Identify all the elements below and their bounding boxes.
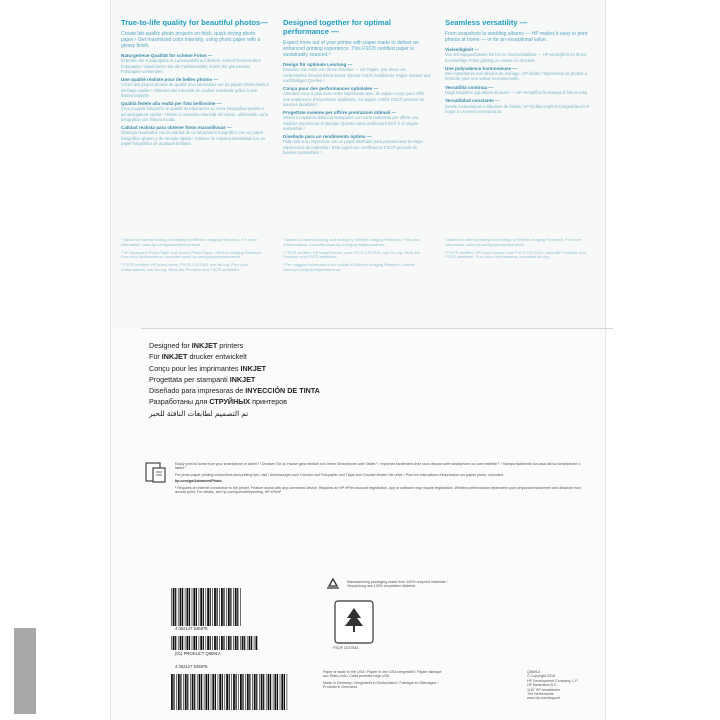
designed-bold: СТРУЙНЫХ [209,397,251,407]
feature-column-performance [283,18,431,158]
designed-line [149,340,320,351]
barcode-bar [201,674,202,710]
barcode-bar [219,588,220,626]
barcode-bar [238,674,239,710]
lang-body: Crea progetti fotografici di qualità da laboratorio su carta fotografica spessa e ad asciugatura rapida.¹ Ottieni la massima intensità del colore, utilizzando carta fotografica con finitura lucida. [121,106,269,122]
footnote: ¹ Based on internal testing and testing by Wilhelm Imaging Research. Pour plus d'informations, consultez www.hp.com/go/printpermanence [283,237,420,247]
lang-heading: Qualità fedele alla realtà per foto bellissime — [121,101,222,107]
product-barcode [171,636,259,650]
print-instructions [175,462,585,496]
lang-body: Attendez-vous à plus avec votre imprimante avec du papier conçu pour offrir une expérience d'impression améliorée. Ce papier certifié FSC® provient de sources durables.³ [283,91,425,107]
lang-block [121,125,269,146]
designed-line [149,374,320,385]
barcode-bar [171,674,173,710]
designed-pre: Разработаны для [149,397,210,407]
barcode-bar [203,588,204,626]
barcode-bar [178,588,179,626]
barcode-bar [192,674,194,710]
lang-block [445,47,593,63]
footnote: ² FSC® certified. HP brand license code FSC®-C017543, see fsc.org. Nicht alle Produkte sind FSC®-zertifiziert. [283,249,421,260]
designed-post: printers [217,341,244,350]
address-line: www.hp.com/support [527,696,561,701]
barcode-bar [266,674,267,710]
barcode-bar [229,674,230,710]
barcode-bar [173,588,175,626]
column-intro: Expect more out of your printer with paper made to deliver an enhanced printing experience. This FSC® certified paper is sustainably sourced.³ [283,40,419,58]
footnote: ³ FSC® certified. HP brand name, FSC®-C017543, see fsc.org. Pour plus d'informations, voir fsc.org. Nicht alle Produkte sind FSC®-zertifiziert. [121,262,248,272]
barcode-bar [251,636,252,650]
column-title: Designed together for optimal performance — [283,18,392,36]
lang-heading: Progettate insieme per offrire prestazioni ottimali — [283,110,397,116]
address-line: The Netherlands [527,692,554,697]
mobile-print-icon [145,460,167,484]
barcode-bar [226,674,228,710]
column-title: True-to-life quality for beautiful photos— [121,18,268,27]
barcode-bar [236,674,237,710]
barcode-bar [242,674,243,710]
barcode-bar [219,674,221,710]
barcode-bar [200,636,202,650]
column-intro: Create lab-quality photo projects on thick, quick-drying photo paper.¹ Get maximized color intensity, using photo paper with a glossy finish. [121,31,261,49]
designed-pre: Progettata per stampanti [149,374,230,384]
barcode-bar [244,636,245,650]
column-title: Seamless versatility — [445,18,528,27]
barcode-bar [214,588,216,626]
advanced-photo-link: hp.com/go/AdvancedPhoto [175,479,222,484]
barcode-bar [261,674,263,710]
barcode-bar [256,636,258,650]
barcode-bar [254,674,256,710]
lang-block [283,134,431,155]
recycle-text: Manufacturing packaging made from 100% recycled materials / Verpackung aus 100% recyceltem Material [347,580,448,589]
barcode-bar [192,636,193,650]
barcode-bar [219,636,220,650]
barcode-bar [199,588,200,626]
barcode-bar [240,636,241,650]
barcode-bar [200,588,202,626]
footnote: ² FSC® certified. HP brand license code FSC®-C017543. Nicht alle Produkte sind FSC®-zertifiziert. Pour plus d'informations, consultez fsc.org [445,249,586,260]
barcode-bar [231,674,232,710]
barcode-bar [173,636,175,650]
lang-block [283,110,431,131]
barcode-bar [176,674,177,710]
barcode-bar [206,636,207,650]
lang-heading: Design für optimale Leistung — [283,62,353,67]
instructions-text: For photo paper printing instructions and printing tips, visit / Anweisungen zum Drucken auf Fotopapier und Tipps zum Drucken finden Sie unter / Pour les instructions d'impression sur papier photo, consultez [175,472,504,477]
barcode-bar [233,674,235,710]
gs1-barcode [171,674,289,710]
barcode-bar [247,636,248,650]
barcode-bar [215,674,216,710]
barcode-bar [192,588,193,626]
address-line: 1187 HP Amstelveen [527,687,561,692]
designed-line [149,396,320,407]
lang-heading: Diseñado para un rendimiento óptimo — [283,134,372,140]
barcode-bar [249,674,250,710]
barcode-bar [218,674,219,710]
designed-for-inkjet [149,340,320,419]
barcode-bar [187,636,189,650]
barcode-bar [178,636,179,650]
designed-bold: INKJET [191,341,218,350]
fsc-code: FSC® C017543 [333,646,359,650]
paper-package-back [110,0,606,720]
barcode-bar [223,636,224,650]
designed-bold: INKJET [240,363,267,373]
designed-bold: INKJET [161,352,188,362]
barcode-bar [259,674,260,710]
barcode-bar [206,674,208,710]
address-line: HP Nederland B.V. [527,683,557,688]
barcode-bar [197,674,198,710]
lang-body: Von Schnappschüssen bis hin zu Hochzeitsalben — HP ermöglicht es Ihnen, hochwertige Fotos günstig zu Hause zu drucken. [445,52,588,63]
designed-post: принтеров [250,397,288,407]
barcode-bar [256,674,257,710]
barcode-bar [228,636,230,650]
barcode-bar [270,674,271,710]
made-in [323,670,443,692]
barcode-bar [233,588,234,626]
barcode-bar [240,674,242,710]
barcode-bar [235,588,237,626]
barcode-bar [193,588,195,626]
barcode-bar [221,588,223,626]
barcode-digits: 4 052127 545975 [175,664,208,669]
barcode-bar [237,636,238,650]
lang-body: Créez des projets photos de qualité d'un laboratoire sur du papier photo épais à séchage rapide.¹ Obtenez une intensité de couleur maximale grâce à une finition brillante. [121,82,269,98]
lang-heading: Versatilità continua — [445,84,493,90]
barcode-bar [183,674,184,710]
designed-line [149,363,320,374]
lang-body: Ottieni il massimo dalla tua stampante con carta realizzata per offrire una migliore esperienza di stampa. Questa carta certificata FSC® è di origine sostenibile.³ [283,115,419,131]
barcode-bar [245,674,246,710]
barcode-bar [190,674,191,710]
footnotes [445,238,593,263]
instructions-text: Easily print at home from your smartphone or tablet.¹ / Drucken Sie zu Hause ganz einfach von Ihrem Smartphone oder Tablet.¹ / Imprimez facilement chez vous depuis votre smartphone ou votre tablette.¹ / Stampa facilmente da casa dal tuo smartphone o tablet.¹ [175,462,581,471]
barcode-bar [268,674,270,710]
designed-pre: Für [149,352,162,362]
lang-body: Desde instantáneas a álbumes de bodas, HP facilita imprimir fotografías en el hogar a un precio excepcional. [445,103,590,114]
barcode-bar [275,674,277,710]
address-line: HP Development Company, L.P. [527,678,579,683]
barcode-bar [199,636,200,650]
lang-heading: Conçu pour des performances optimales — [283,86,379,92]
barcode-bar [263,674,264,710]
barcode-bar [212,588,213,626]
barcode-bar [254,636,255,650]
barcode-bar [171,588,172,626]
instructions-text: ¹ Requires an internet connection to the printer. Feature works with any connected device. Requires an HP ePrint account registration. App or software may require registration. Wireless performance dependent upon physical environment and distance from access point. For details, see hp.com/go/mobileprinting. HP ePrint¹ [175,485,581,495]
footnote: ² HP Advanced Photo Paper and Glossy Photo Paper: Wilhelm Imaging Research. Pour plus d'informations, consultez www.hp.com/go/printpermanence [121,249,263,260]
barcode-bar [178,674,180,710]
color-swatch [14,628,36,714]
lang-block [283,86,431,107]
lang-block [445,85,593,96]
barcode-bar [173,674,174,710]
lang-block [121,53,269,74]
lang-body: Pida más a su impresora con un papel diseñado para proporcionar la mejor experiencia de impresión. Este papel con certificación FSC® procede de fuentes sostenibles.³ [283,139,423,155]
made-in-line: Made in Germany / Hergestellt in Deutschland / Fabriqué en Allemagne / Prodotto in Germania [323,680,439,690]
barcode-bar [171,636,172,650]
barcode-bar [182,636,183,650]
lang-body: Erwarten Sie mehr von Ihrem Drucker — mit Papier, das Ihnen ein verbessertes Druckerlebnis bietet. Dieses FSC®-zertifizierte Papier stammt aus nachhaltigen Quellen.³ [283,67,431,83]
barcode-bar [223,588,224,626]
barcode-bar [180,636,182,650]
barcode-bar [206,588,207,626]
barcode-bar [180,588,182,626]
barcode-bar [187,674,188,710]
barcode-bar [208,674,209,710]
barcode-bar [230,636,231,650]
barcode-bar [207,588,209,626]
barcode-bar [217,636,218,650]
footnote: ¹ Based on internal testing and testing by Wilhelm Imaging Research. For more information, www.hp.com/go/printpermanence [445,237,582,247]
barcode-bar [194,674,195,710]
barcode-bar [203,636,204,650]
lang-body: Obtenga resultados con la calidad de un laboratorio fotográfico con un papel fotográfico grueso y de secado rápido.¹ Colores de máxima intensidad con un papel fotográfico de acabado brillante. [121,130,265,146]
barcode-bar [233,636,234,650]
barcode-bar [175,588,176,626]
feature-panel [111,0,605,328]
designed-line [149,385,320,396]
barcode-bar [196,588,197,626]
barcode-bar [212,674,214,710]
barcode-bar [235,636,237,650]
footnote: ³ Per maggiori informazioni sui risultati di Wilhelm Imaging Research, visitare www.hp.com/go/printpermanence [283,262,416,272]
barcode-bar [185,636,186,650]
barcode-bar [221,636,223,650]
barcode-bar [225,674,226,710]
barcode-bar [237,588,238,626]
lang-body: Des instantanés aux albums de mariage, HP facilite l'impression de photos à domicile pour une valeur exceptionnelle. [445,71,588,82]
barcode-bar [199,674,201,710]
feature-column-quality [121,18,269,149]
barcode-bar [193,636,195,650]
lang-heading: Vielseitigkeit — [445,47,479,52]
barcode-bar [226,636,227,650]
barcode-bar [222,674,223,710]
fsc-logo-icon [334,600,374,644]
footnote: ¹ Based on internal testing and testing by Wilhelm Imaging Research. For more information, www.hp.com/go/printpermanence [121,237,258,247]
barcode-bar [242,636,244,650]
designed-pre: Conçu pour les imprimantes [149,363,241,373]
lang-block [445,98,593,114]
barcode-bar [185,674,187,710]
ean-barcode [171,588,243,626]
barcode-bar [273,674,274,710]
barcode-bar [182,588,183,626]
barcode-bar [240,588,241,626]
feature-column-versatility [445,18,593,117]
manufacturer-address [527,670,607,701]
designed-line [149,351,320,362]
barcode-bar [277,674,278,710]
barcode-bar [280,674,281,710]
made-in-line: Paper is made in the USA / Papier in den USA hergestellt / Papier fabriqué aux États-Unis / Carta prodotta negli USA [323,670,442,679]
address-line: © Copyright 2018 [527,674,556,679]
barcode-bar [210,636,211,650]
barcode-bar [185,588,186,626]
lang-block [283,62,431,83]
lang-heading: Naturgetreue Qualität für schöne Fotos — [121,53,213,58]
barcode-bar [249,636,251,650]
recycle-icon [325,578,341,592]
column-intro: From snapshots to wedding albums — HP makes it easy to print photos at home — or for an exceptional value. [445,31,588,43]
barcode-bar [211,674,212,710]
lang-block [121,101,269,122]
lang-heading: Calidad realista para obtener fotos maravillosas — [121,125,232,131]
section-divider [141,328,613,329]
lang-body: Erstellen Sie Fotoprojekte in Laborqualität auf dickem, schnell trocknendem Fotopapier.¹ Maximieren Sie die Farbintensität, indem Sie glänzendes Fotopapier verwenden. [121,58,261,74]
barcode-bar [210,588,211,626]
barcode-bar [175,636,176,650]
barcode-bar [180,674,181,710]
barcode-bar [196,636,197,650]
barcode-bar [226,588,227,626]
lang-heading: Une polyvalence harmonieuse — [445,65,517,71]
address-line: Q8691A [527,670,541,674]
designed-bold: INKJET [229,374,256,384]
barcode-digits: 4 052127 545975 [175,626,208,631]
designed-pre: Designed for [149,341,192,350]
lang-block [445,66,593,82]
barcode-digits: (01) PRODUCT Q8691A [175,651,221,656]
lang-heading: Une qualité réaliste pour de belles photos — [121,77,218,83]
barcode-bar [214,636,216,650]
designed-post: drucker entwickelt [187,352,247,362]
barcode-bar [187,588,189,626]
footnotes [121,238,269,276]
barcode-bar [204,674,205,710]
barcode-bar [212,636,213,650]
barcode-bar [287,674,288,710]
barcode-bar [230,588,231,626]
barcode-bar [284,674,285,710]
barcode-bar [247,674,249,710]
barcode-bar [281,674,283,710]
barcode-bar [189,588,190,626]
barcode-bar [252,674,253,710]
lang-body: Dagli snapshot agli album di nozze — HP semplifica la stampa di foto a casa. [445,90,589,96]
lang-block [121,77,269,98]
footnotes [283,238,431,276]
designed-line-arabic: تم التصميم لطابعات النافثة للحبر [149,408,249,418]
designed-bold: INYECCIÓN DE TINTA [245,386,320,396]
barcode-bar [228,588,230,626]
designed-pre: Diseñado para impresoras de [149,386,246,396]
barcode-bar [217,588,218,626]
barcode-bar [207,636,209,650]
barcode-bar [189,636,190,650]
lang-heading: Versatilidad constante — [445,98,500,104]
